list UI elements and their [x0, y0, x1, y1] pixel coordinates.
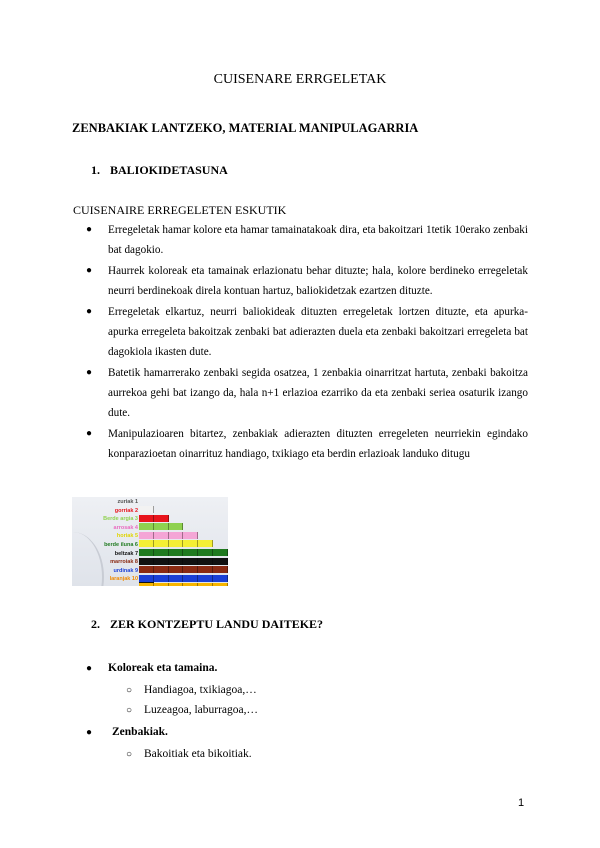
- document-subtitle: ZENBAKIAK LANTZEKO, MATERIAL MANIPULAGARRIA: [72, 121, 419, 135]
- rod-bar: [139, 500, 154, 507]
- rod-label: urdinak 9: [113, 567, 138, 574]
- bullet-icon: ●: [86, 727, 93, 738]
- rod-unit: [198, 583, 213, 586]
- rod-label: zuriak 1: [117, 499, 138, 505]
- bullet-icon: ●: [86, 428, 93, 439]
- rod-unit: [213, 583, 228, 586]
- bullet-icon: ●: [86, 663, 93, 674]
- section-1-title: BALIOKIDETASUNA: [110, 163, 228, 177]
- bullet-text: Erregeletak hamar kolore eta hamar tamainatakoak dira, eta bakoitzari 1tetik 10erako zenbaki bat dagokio.: [108, 224, 528, 256]
- rod-unit: [154, 583, 169, 586]
- bullet-icon: ●: [86, 306, 93, 317]
- rod-unit: [139, 583, 154, 586]
- concept-subitem: [126, 680, 257, 698]
- rod-unit: [169, 583, 184, 586]
- rod-label: gorriak 2: [114, 507, 138, 514]
- rod-bar: [139, 560, 228, 567]
- rod-bar: [139, 552, 228, 559]
- rod-bar: [139, 577, 228, 584]
- bullet-item: [72, 424, 528, 464]
- rod-bar: [139, 569, 228, 576]
- rod-row-8: [72, 560, 228, 568]
- rod-row-7: [72, 552, 228, 560]
- rod-bar: [139, 509, 169, 516]
- rod-label: beltzak 7: [114, 550, 138, 557]
- rod-label: horiak 5: [116, 533, 138, 540]
- bullet-text: Erregeletak elkartuz, neurri baliokideak dituzten erregeletak lortzen dituzte, eta apurka-apurka erregeleta bakoitzak zenbaki bat adierazten duela eta zenbaki bakoitzari erregeleta bat dagokiola ikasten dute.: [108, 306, 528, 358]
- concept-item: [86, 722, 168, 740]
- bullet-item: [72, 302, 528, 362]
- concept-subitem-text: Bakoitiak eta bikoitiak.: [144, 748, 252, 760]
- page-number: 1: [518, 797, 525, 809]
- section-1-heading: [91, 163, 228, 178]
- rod-unit: [183, 583, 198, 586]
- circle-bullet-icon: ○: [126, 685, 133, 696]
- rod-bar: [139, 534, 213, 541]
- bullet-icon: ●: [86, 367, 93, 378]
- concept-subitem: [126, 744, 252, 762]
- section-1-number: 1.: [91, 163, 100, 177]
- rod-row-10: [72, 577, 228, 585]
- bullet-item: [72, 363, 528, 423]
- bullet-item: [72, 261, 528, 301]
- rod-row-1: [72, 500, 228, 508]
- rod-label: marroiak 8: [110, 559, 138, 566]
- bullet-icon: ●: [86, 265, 93, 276]
- bullet-icon: ●: [86, 224, 93, 235]
- circle-bullet-icon: ○: [126, 749, 133, 760]
- concept-item: [86, 658, 217, 676]
- concept-subitem-text: Handiagoa, txikiagoa,…: [144, 684, 257, 696]
- bullet-text: Haurrek koloreak eta tamainak erlazionatu behar dituzte; hala, kolore berdineko erregeletak neurri berdinekoak direla kontuan hartuz, baliokidetzak ezartzen dituzte.: [108, 265, 528, 297]
- rod-label: arrosak 4: [113, 524, 138, 531]
- rod-label: Berde argia 3: [103, 516, 138, 523]
- concept-subitem-text: Luzeagoa, laburragoa,…: [144, 704, 258, 716]
- bullet-item: [72, 220, 528, 260]
- section-2-number: 2.: [91, 617, 100, 631]
- rod-row-9: [72, 569, 228, 577]
- bullet-text: Batetik hamarrerako zenbaki segida osatzea, 1 zenbakia oinarritzat hartuta, zenbaki bakoitza aurrekoa gehi bat izango da, hala n+1 erlazioa ezarriko da eta zenbaki seriea osaturik izango dute.: [108, 367, 528, 419]
- cuisenaire-rods-figure: [72, 497, 228, 586]
- section-2-title: ZER KONTZEPTU LANDU DAITEKE?: [110, 617, 324, 631]
- concept-subitem: [126, 700, 258, 718]
- concept-label: Koloreak eta tamaina.: [108, 662, 218, 674]
- rod-row-4: [72, 526, 228, 534]
- concept-label: Zenbakiak.: [112, 726, 168, 738]
- document-title: CUISENARE ERRGELETAK: [213, 72, 387, 87]
- rod-row-2: [72, 509, 228, 517]
- rod-row-6: [72, 543, 228, 551]
- bullet-text: Manipulazioaren bitartez, zenbakiak adierazten dituzten erregeleten neurriekin egindako konparazioetan oinarrituz handiago, txikiago eta berdin erlazioak landuko ditugu: [108, 428, 528, 460]
- circle-bullet-icon: ○: [126, 705, 133, 716]
- baliokidetasuna-bullet-list: [72, 220, 528, 465]
- rod-row-3: [72, 517, 228, 525]
- rod-label: laranjak 10: [109, 576, 138, 583]
- rod-label: berde iluna 6: [104, 542, 138, 548]
- rod-bar: [139, 526, 198, 533]
- rod-bar: [139, 517, 183, 524]
- rod-row-5: [72, 534, 228, 542]
- rod-bar: [139, 543, 228, 550]
- section-2-heading: [91, 617, 323, 632]
- cuisenaire-subheading: CUISENAIRE ERREGELETEN ESKUTIK: [73, 203, 287, 217]
